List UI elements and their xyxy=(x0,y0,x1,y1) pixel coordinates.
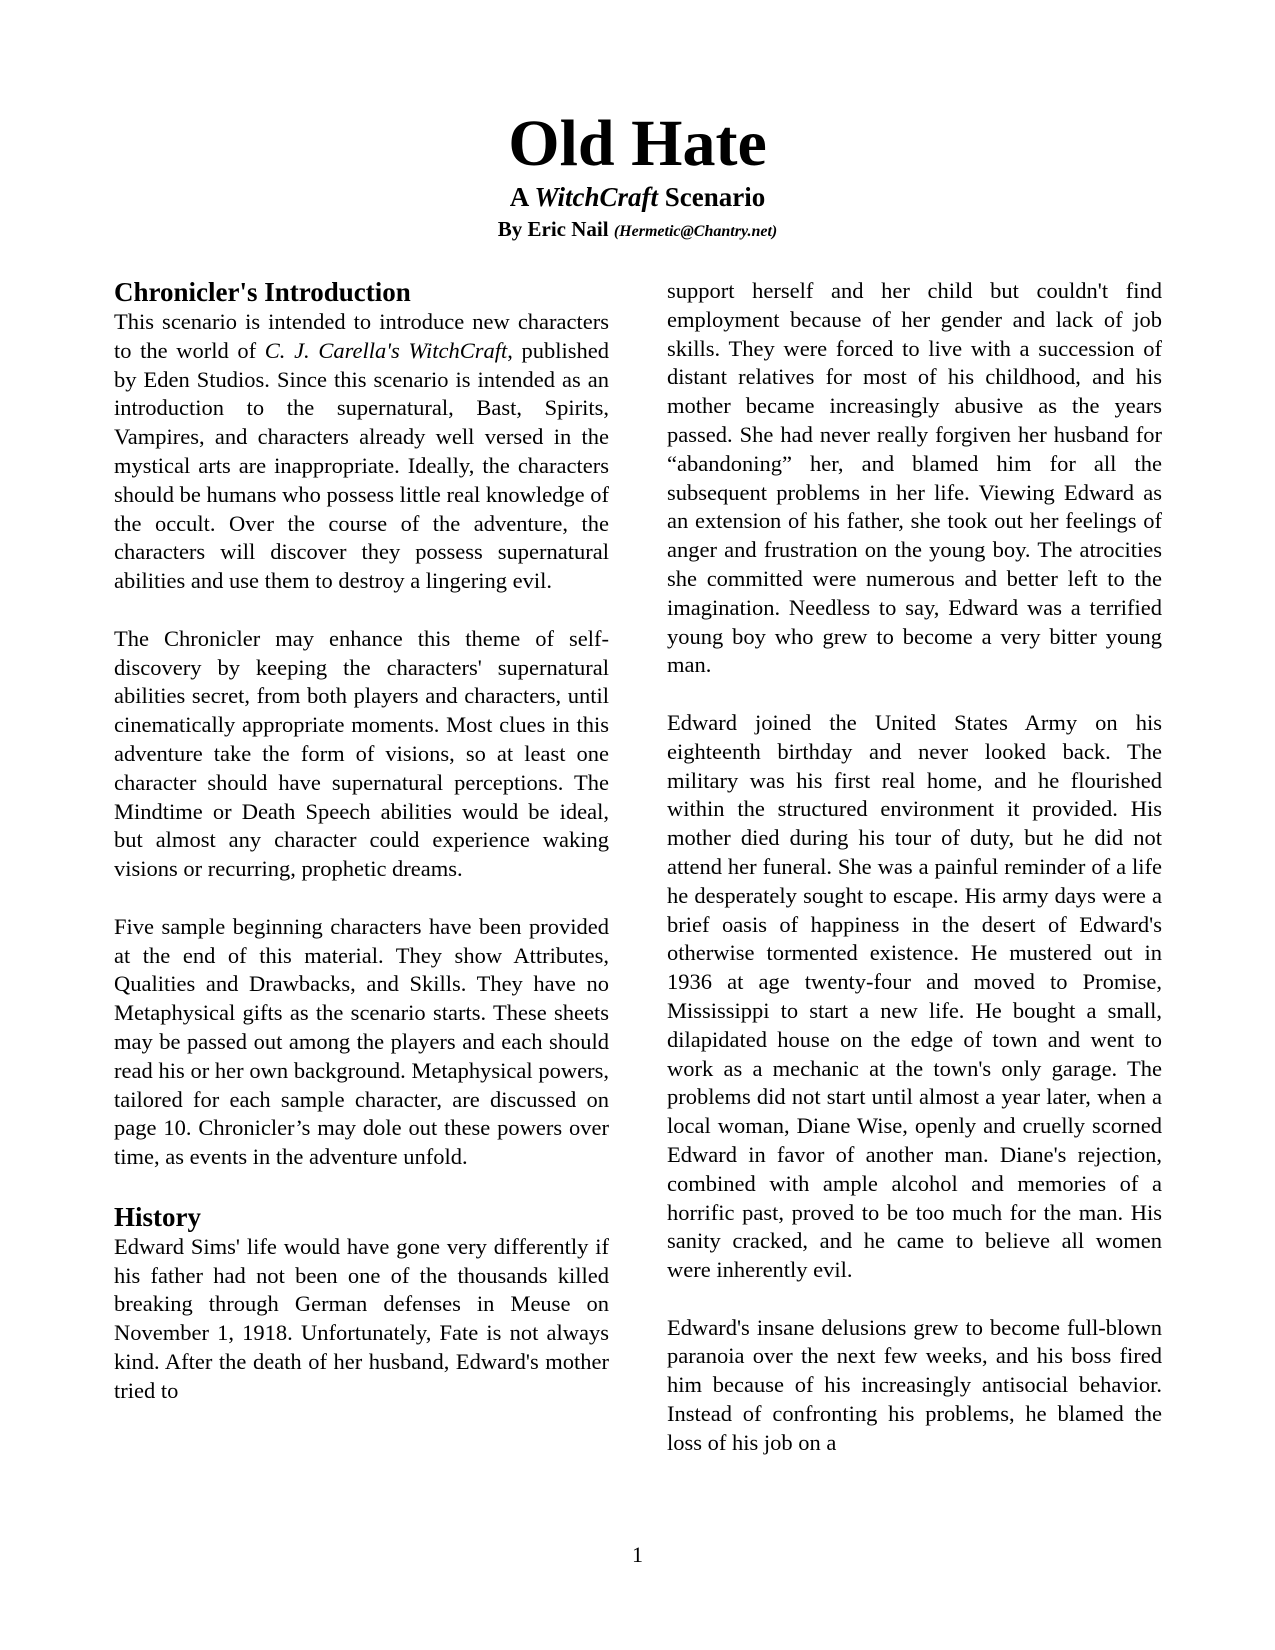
section-heading-history: History xyxy=(114,1201,201,1232)
left-column xyxy=(114,276,609,1405)
page-number: 1 xyxy=(632,1542,643,1567)
intro-paragraph-1-text-b: , published by Eden Studios. Since this scenario is intended as an introduction to the supernatural, Bast, Spirits, Vampires, and characters already well versed in the mystical arts are inappropriate. Ideally, the characters should be humans who possess little real knowledge of the occult. Over the course of the adventure, the characters will discover they possess supernatural abilities and use them to destroy a lingering evil. xyxy=(114,337,609,594)
history-paragraph-2: support herself and her child but couldn't find employment because of her gender and lack of job skills. They were forced to live with a succession of distant relatives for most of his childhood, and his mother became increasingly abusive as the years passed. She had never really forgiven her husband for “abandoning” her, and blamed him for all the subsequent problems in her life. Viewing Edward as an extension of his father, she took out her feelings of anger and frustration on the young boy. The atrocities she committed were numerous and better left to the imagination. Needless to say, Edward was a terrified young boy who grew to become a very bitter young man. xyxy=(667,278,1162,678)
history-paragraph-3: Edward joined the United States Army on his eighteenth birthday and never looked back. The military was his first real home, and he flourished within the structured environment it provided. His mother died during his tour of duty, but he did not attend her funeral. She was a painful reminder of a life he desperately sought to escape. His army days were a brief oasis of happiness in the desert of Edward's otherwise tormented existence. He mustered out in 1936 at age twenty-four and moved to Promise, Mississippi to start a new life. He bought a small, dilapidated house on the edge of town and went to work as a mechanic at the town's only garage. The problems did not start until almost a year later, when a local woman, Diane Wise, openly and cruelly scorned Edward in favor of another man. Diane's rejection, combined with ample alcohol and memories of a horrific past, proved to be too much for the man. His sanity cracked, and he came to believe all women were inherently evil. xyxy=(667,709,1162,1283)
intro-book-title: C. J. Carella's WitchCraft xyxy=(264,337,508,363)
document-title: Old Hate xyxy=(508,107,767,180)
intro-paragraph-1-text-a: This scenario is intended to introduce new characters to the world of xyxy=(114,309,609,363)
intro-paragraph-1 xyxy=(114,308,609,596)
subtitle-game-name: WitchCraft xyxy=(534,182,659,212)
section-heading-introduction: Chronicler's Introduction xyxy=(114,277,411,307)
right-column xyxy=(667,277,1162,1458)
intro-paragraph-2: The Chronicler may enhance this theme of self-discovery by keeping the characters' supernatural abilities secret, from both players and characters, until cinematically appropriate moments. Most clues in this adventure take the form of visions, so at least one character should have supernatural perceptions. The Mindtime or Death Speech abilities would be ideal, but almost any character could experience waking visions or recurring, prophetic dreams. xyxy=(114,625,609,882)
subtitle-prefix: A xyxy=(509,182,535,212)
intro-paragraph-3: Five sample beginning characters have been provided at the end of this material. They show Attributes, Qualities and Drawbacks, and Skills. They have no Metaphysical gifts as the scenario starts. These sheets may be passed out among the players and each should read his or her own background. Metaphysical powers, tailored for each sample character, are discussed on page 10. Chronicler’s may dole out these powers over time, as events in the adventure unfold. xyxy=(114,913,609,1170)
page-header xyxy=(0,108,1275,247)
document-subtitle xyxy=(0,180,1275,214)
author-byline xyxy=(0,214,1275,247)
subtitle-suffix: Scenario xyxy=(658,182,766,212)
byline-email: (Hermetic@Chantry.net) xyxy=(613,223,778,240)
history-paragraph-1: Edward Sims' life would have gone very differently if his father had not been one of the thousands killed breaking through German defenses in Meuse on November 1, 1918. Unfortunately, Fate is not always kind. After the death of her husband, Edward's mother tried to xyxy=(114,1233,609,1403)
history-paragraph-4: Edward's insane delusions grew to become full-blown paranoia over the next few weeks, and his boss fired him because of his increasingly antisocial behavior. Instead of confronting his problems, he blamed the loss of his job on a xyxy=(667,1314,1162,1455)
byline-author: By Eric Nail xyxy=(497,217,614,241)
